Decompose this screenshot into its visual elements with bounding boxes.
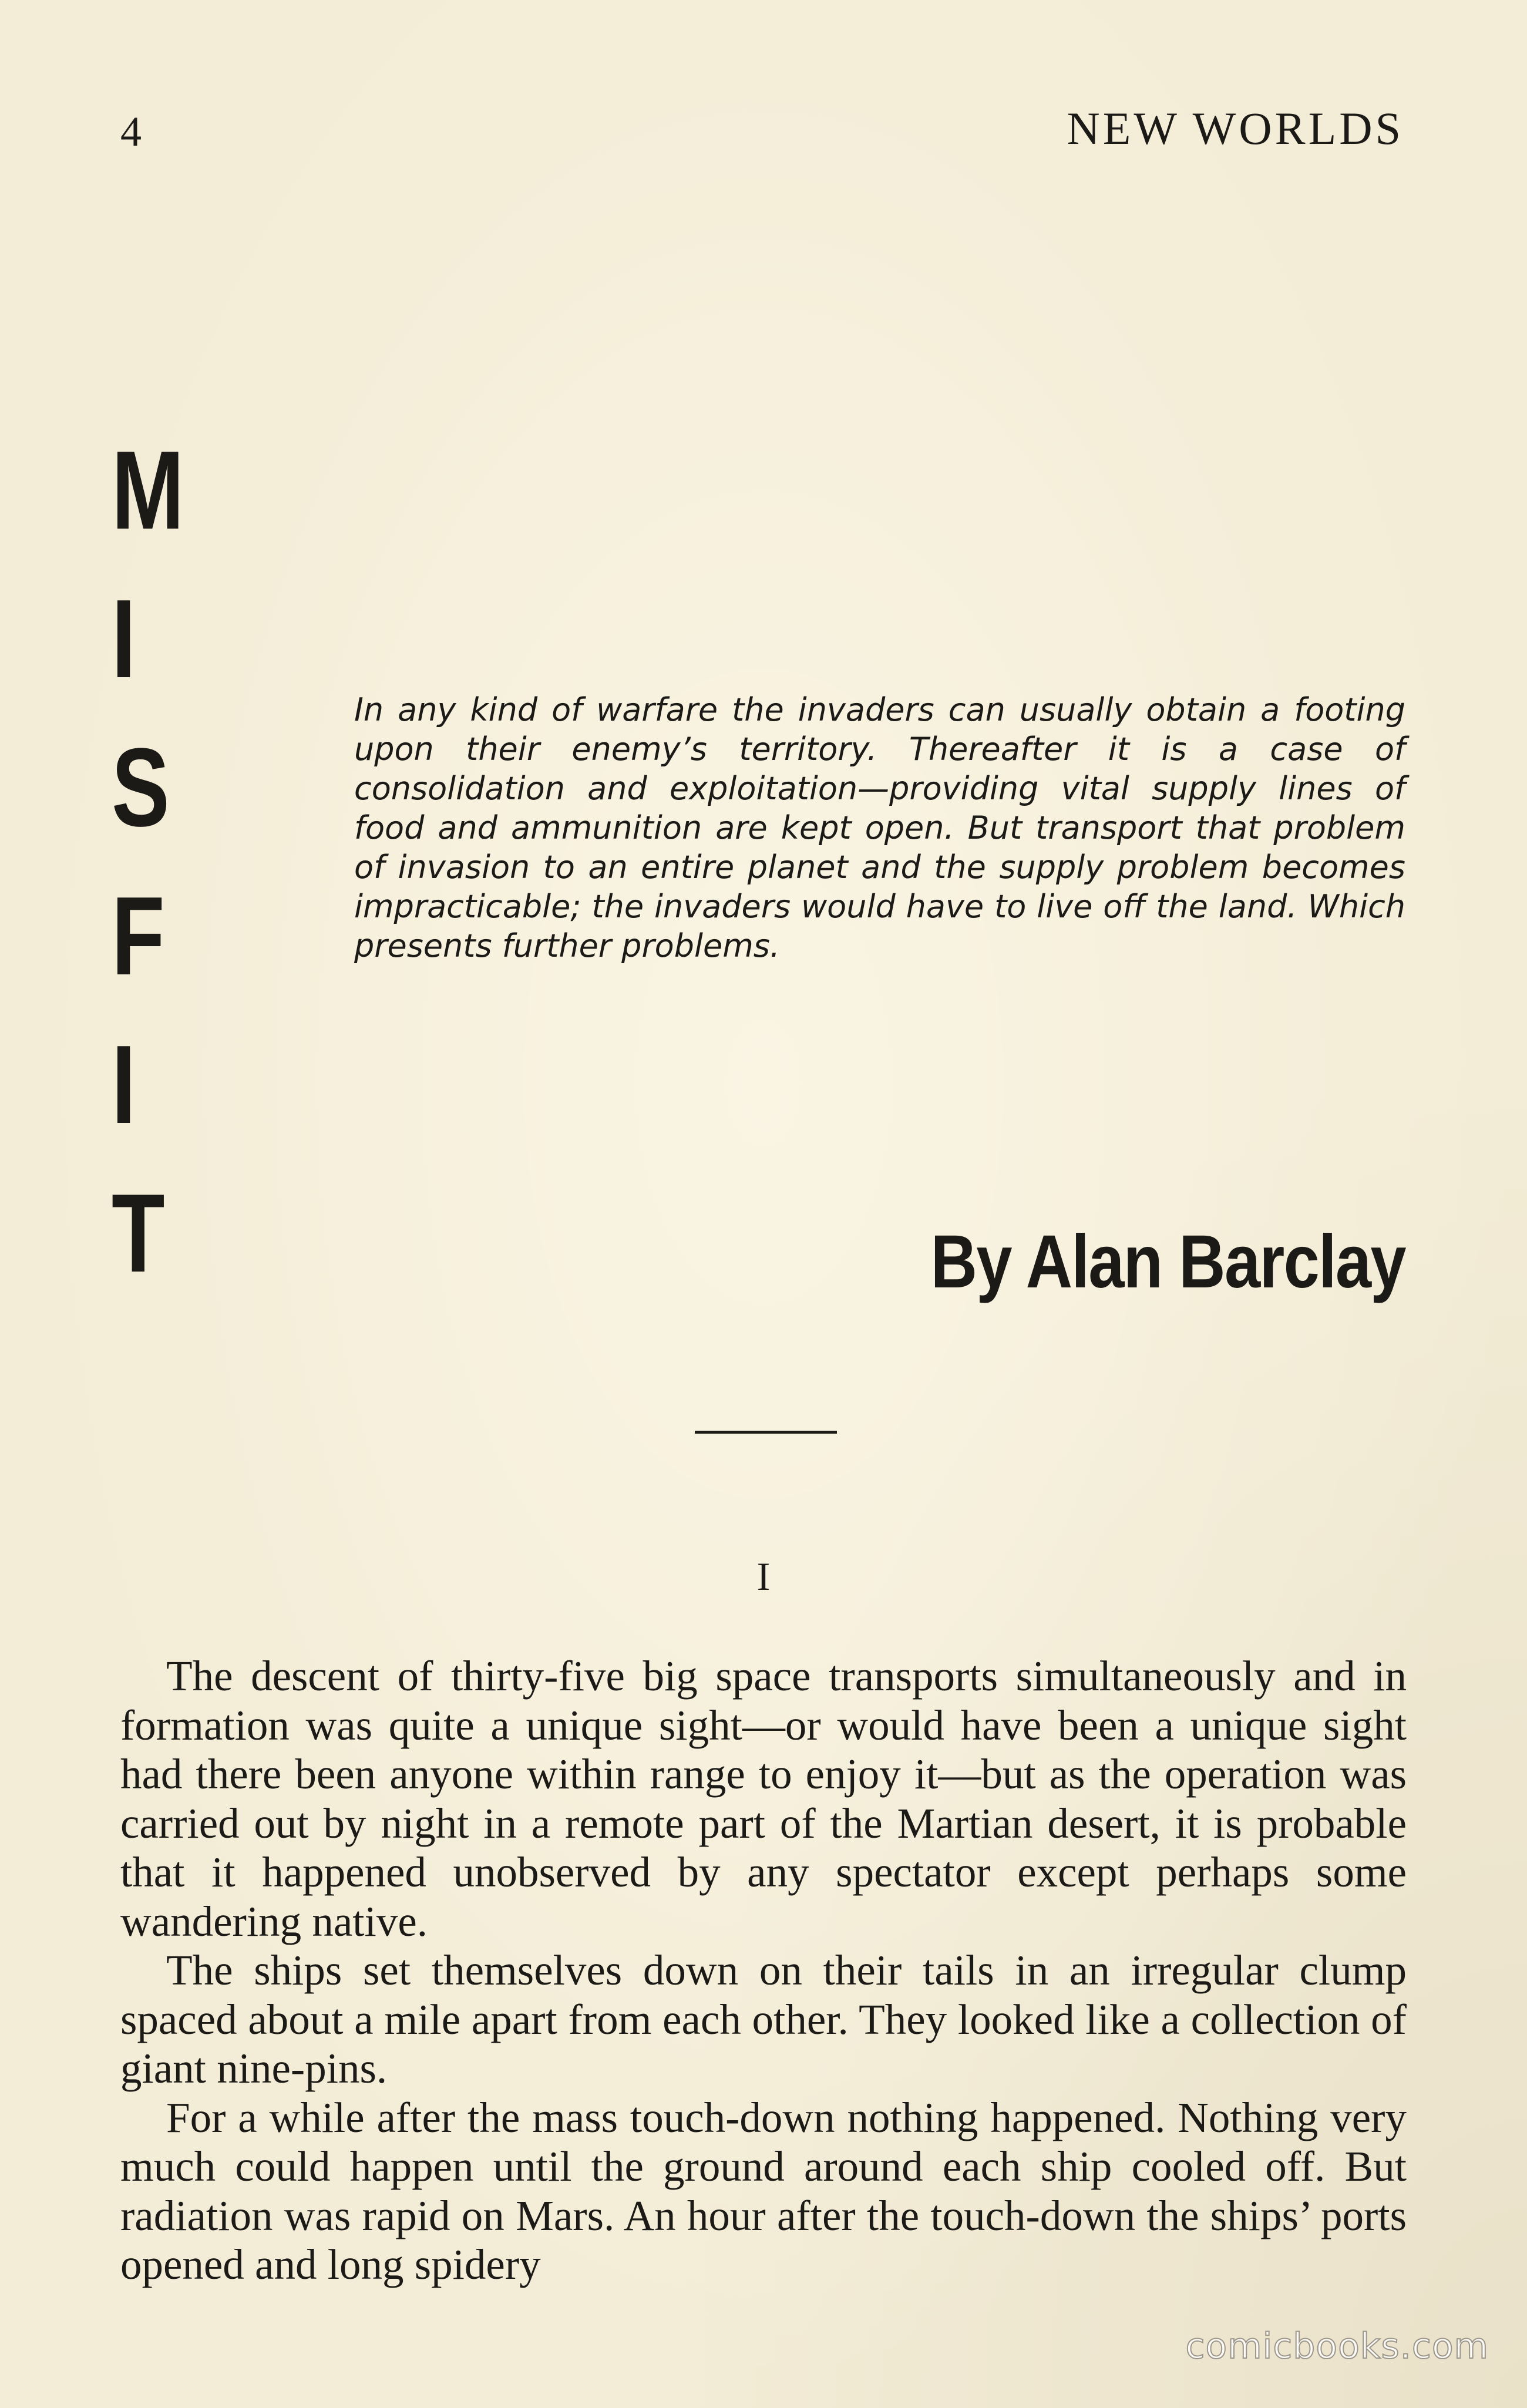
title-letter: T — [112, 1171, 165, 1296]
title-letter: M — [112, 428, 184, 553]
title-letter: I — [112, 1023, 136, 1147]
body-paragraph: For a while after the mass touch-down nothing happened. Nothing very much could happen until the ground around each ship cooled off. But radiation was rapid on Mars. An hour after the touch-down the ships’ ports opened and long spidery — [120, 2093, 1407, 2288]
author-byline: By Alan Barclay — [930, 1220, 1405, 1304]
body-paragraph: The descent of thirty-five big space transports simultaneously and in formation was quite a unique sight—or would have been a unique sight had there been anyone within range to enjoy it—but as the operation was carried out by night in a remote part of the Martian desert, it is probable that it happened unobserved by any spectator except perhaps some wandering native. — [120, 1652, 1407, 1945]
section-number: I — [756, 1554, 771, 1599]
running-head: NEW WORLDS — [1067, 103, 1404, 154]
page-number: 4 — [120, 108, 142, 155]
body-paragraph: The ships set themselves down on their tails in an irregular clump spaced about a mile apart from each other. They looked like a collection of giant nine-pins. — [120, 1946, 1407, 2092]
title-letter: S — [112, 725, 170, 850]
story-body — [120, 1652, 1407, 2289]
section-divider — [695, 1431, 837, 1434]
story-blurb: In any kind of warfare the invaders can usually obtain a footing upon their enemy’s territory. Thereafter it is a case of consolidation and exploitation—providing vital supply lines of food and ammunition are kept open. But transport that problem of invasion to an entire planet and the supply problem becomes impracticable; the invaders would have to live off the land. Which presents further problems. — [354, 691, 1405, 964]
watermark: comicbooks.com — [1185, 2326, 1489, 2367]
story-title — [112, 428, 206, 1326]
title-letter: F — [112, 874, 165, 998]
title-letter: I — [112, 577, 136, 701]
